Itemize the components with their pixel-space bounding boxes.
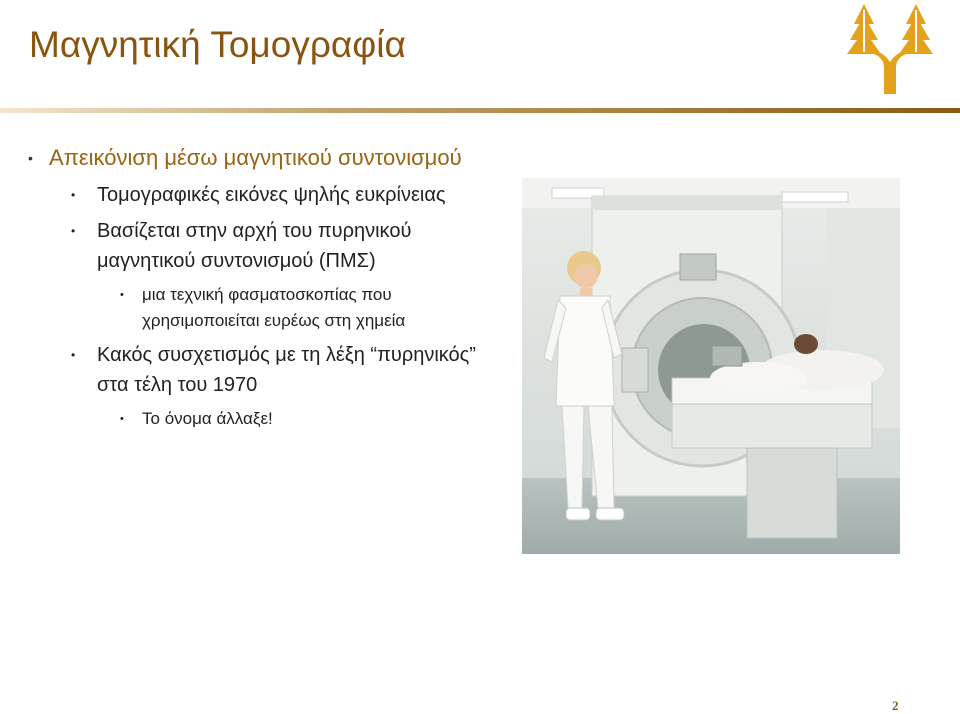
bullet-dot-icon: •: [71, 348, 76, 362]
bullet-item: [28, 406, 508, 432]
bullet-text: Το όνομα άλλαξε!: [142, 409, 273, 428]
bullet-text: Βασίζεται στην αρχή του πυρηνικού μαγνητικού συντονισμού (ΠΜΣ): [97, 220, 412, 272]
golden-olive-tree-logo-icon: [838, 2, 942, 94]
bullet-text: Απεικόνιση μέσω μαγνητικού συντονισμού: [49, 145, 462, 170]
bullet-list: [28, 143, 508, 438]
page-number: 2: [892, 698, 899, 713]
bullet-text: Κακός συσχετισμός με τη λέξη “πυρηνικός” στα τέλη του 1970: [97, 344, 476, 396]
page-title: Μαγνητική Τομογραφία: [29, 24, 406, 65]
bullet-item: [28, 340, 508, 400]
bullet-dot-icon: •: [71, 224, 76, 238]
bullet-item: [28, 143, 508, 173]
bullet-dot-icon: •: [120, 413, 124, 425]
bullet-dot-icon: •: [120, 289, 124, 301]
mri-scanner-photo: [522, 178, 900, 554]
bullet-text: μια τεχνική φασματοσκοπίας που χρησιμοποιείται ευρέως στη χημεία: [142, 285, 406, 330]
bullet-text: Τομογραφικές εικόνες ψηλής ευκρίνειας: [97, 184, 446, 206]
title-divider: [0, 108, 960, 113]
bullet-item: [28, 216, 508, 276]
bullet-item: [28, 282, 508, 334]
bullet-dot-icon: •: [71, 188, 76, 202]
bullet-dot-icon: •: [28, 150, 33, 166]
bullet-item: [28, 180, 508, 210]
